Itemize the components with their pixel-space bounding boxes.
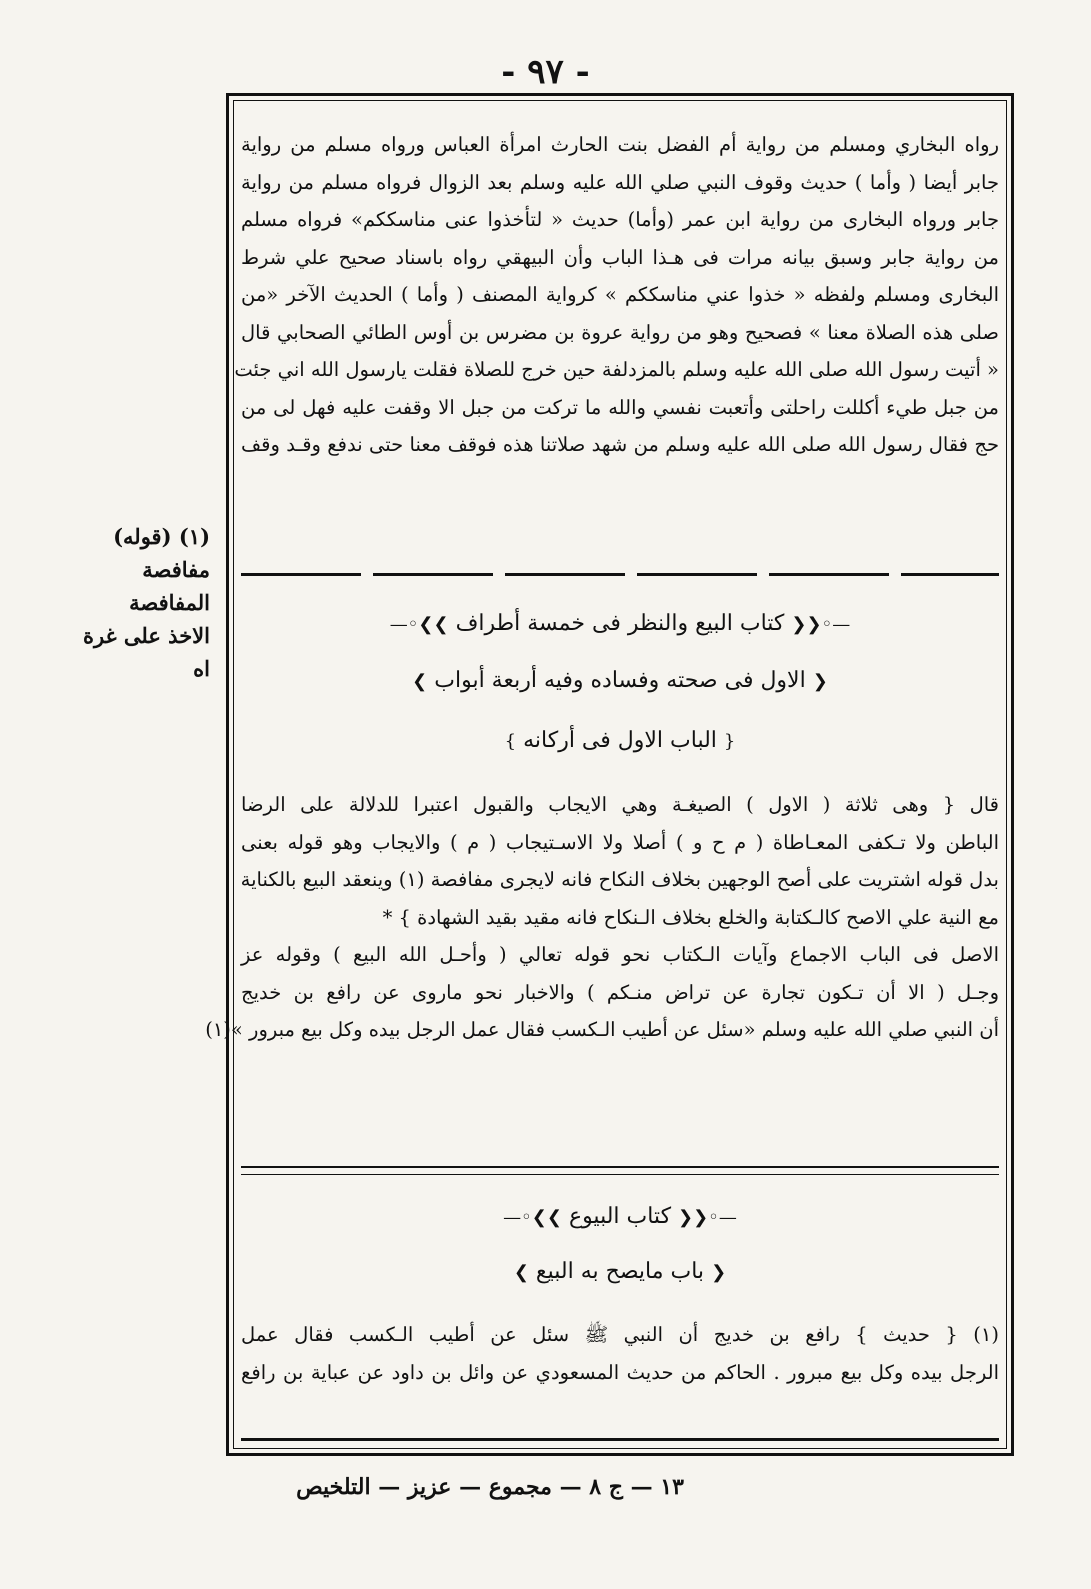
ornament-icon: } [504,731,517,752]
page-frame [205,93,1014,1456]
ornament-icon: ❯❯◦— [389,614,449,635]
ornament-icon: —◦❮❮ [791,614,851,635]
text-line: وجـل ( الا أن تـكون تجارة عن تراض منـكم ) والاخبار نحو ماروى عن رافع بن خديج [241,980,999,1004]
text-line: البخارى ومسلم ولفظه « خذوا عني مناسككم » كرواية المصنف ( وأما ) الحديث الآخر «من [241,283,999,306]
text-line: من رواية جابر وسبق بيانه مرات فى هـذا الباب وأن البيهقي رواه باسناد صحيح علي شرط [241,245,999,269]
ornament-icon: ❮ [711,1262,727,1283]
text-line: (١) { حديث } رافع بن خديج أن النبي ﷺ سئل عن أطيب الـكسب فقال عمل [241,1323,999,1346]
text-line: صلى هذه الصلاة معنا » فصحيح وهو من رواية عروة بن مضرس بن أوس الطائي الصحابي قال [241,320,999,344]
ornament-icon: —◦❮❮ [678,1207,737,1228]
text-line: بدل قوله اشتريت على أصح الوجهين بخلاف النكاح فانه لايجرى مفافصة (١) وينعقد البيع بالكناية [240,868,999,891]
chapter-heading-2 [229,1259,1011,1284]
text-line: جابر ورواه البخارى من رواية ابن عمر (وأما) حديث « لتأخذوا عنى مناسككم» فرواه مسلم [241,208,999,231]
bottom-rule [241,1438,999,1445]
page-number: - ٩٧ - [501,52,590,92]
aziz-text-block [205,786,999,1049]
text-line: « أتيت رسول الله صلى الله عليه وسلم بالمزدلفة حين خرج للصلاة فقلت يارسول الله اني جئت [234,358,999,381]
book-heading-2 [229,1204,1011,1229]
text-line: مع النية علي الاصح كالـكتابة والخلع بخلاف الـنكاح فانه مقيد بقيد الشهادة } * [382,905,999,929]
footer-signature: ١٣ — ج ٨ — مجموع — عزيز — التلخيص [296,1474,684,1500]
chapter-heading-text: الباب الاول فى أركانه [523,728,717,753]
book-heading-2-text: كتاب البيوع [568,1204,672,1229]
text-line: الرجل بيده وكل بيع مبرور . الحاكم من حديث المسعودي عن وائل بن داود عن عباية بن رافع [241,1360,999,1384]
ornament-icon: ❮ [812,671,828,692]
part-heading [229,668,1011,693]
ornament-icon: ❯❯◦— [503,1207,562,1228]
majmu-text-block [234,126,999,464]
book-heading-text: كتاب البيع والنظر فى خمسة أطراف [455,611,785,636]
text-line: الباطن ولا تـكفى المعـاطاة ( م ح و ) أصلا ولا الاسـتيجاب ( م ) والايجاب وهو قوله بعنى [241,830,999,854]
text-line: من جبل طيء أكللت راحلتى وأتعبت نفسي والله ما تركت من جبل الا وقفت عليه فهل لى من [241,395,999,419]
talkhis-text-block [241,1316,999,1391]
text-line: الاصل فى الباب الاجماع وآيات الـكتاب نحو قوله تعالي ( وأحـل الله البيع ) وقوله عز [241,943,999,966]
text-line: حج فقال رسول الله صلى الله عليه وسلم من شهد صلاتنا هذه فوقف معنا حتى ندفع وقـد وقف [241,433,999,456]
text-line: أن النبي صلي الله عليه وسلم «سئل عن أطيب الـكسب فقال عمل الرجل بيده وكل بيع مبرور »(١) [205,1018,999,1041]
part-heading-text: الاول فى صحته وفساده وفيه أربعة أبواب [434,668,806,693]
book-heading [229,611,1011,636]
ornament-icon: ❯ [513,1262,529,1283]
text-line: جابر أيضا ( وأما ) حديث وقوف النبي صلي الله عليه وسلم بعد الزوال فرواه مسلم من رواية [241,170,999,194]
ornament-icon: ❯ [412,671,428,692]
ornament-icon: { [723,731,736,752]
margin-note-line: (١) (قوله) [113,524,210,549]
margin-note [70,520,210,685]
text-line: قال { وهى ثلاثة ( الاول ) الصيغـة وهي الايجاب والقبول اعتبرا للدلالة على الرضا [241,793,999,816]
dashed-separator [241,573,999,576]
chapter-heading-2-text: باب مايصح به البيع [535,1259,705,1284]
double-separator [241,1166,999,1175]
chapter-heading [229,728,1011,753]
margin-note-line: الاخذ على غرة اه [83,623,210,681]
margin-note-line: مفافصة المفافصة [129,557,210,615]
text-line: رواه البخاري ومسلم من رواية أم الفضل بنت الحارث امرأة العباس ورواه مسلم من رواية [241,133,999,156]
